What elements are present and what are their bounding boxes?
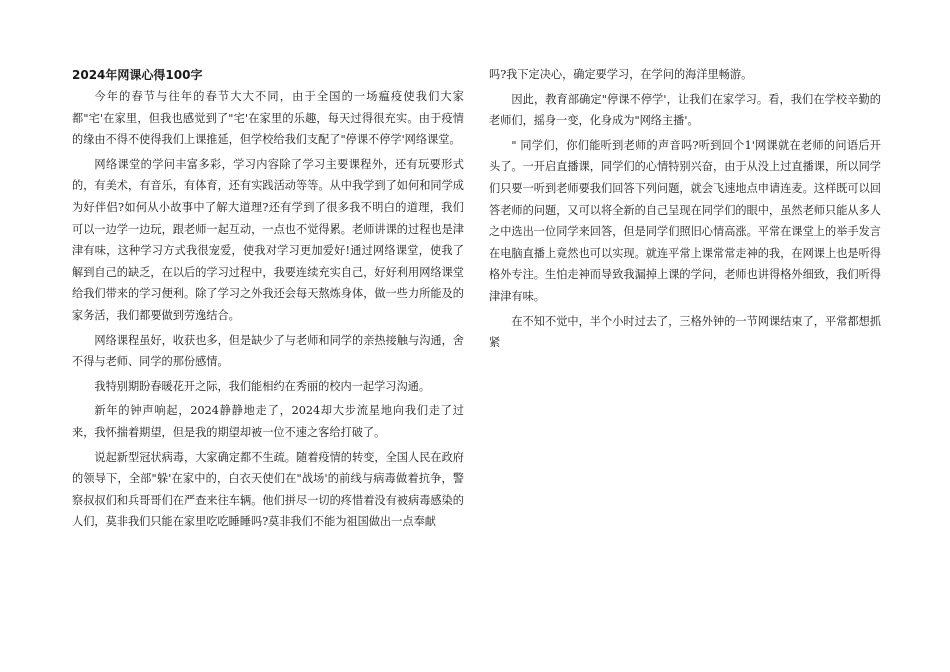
right-column — [489, 64, 881, 357]
paragraph-9: 在不知不觉中，半个小时过去了，三格外钟的一节网课结束了，平常都想抓紧 — [489, 314, 881, 350]
paragraph-3: 网络课程虽好，收获也多，但是缺少了与老师和同学的亲热接触与沟通，舍不得与老师、同学的那份感情。 — [72, 333, 464, 369]
paragraph-6-continuation: 吗?我下定决心，确定要学习，在学问的海洋里畅游。 — [489, 68, 753, 81]
paragraph-6: 说起新型冠状病毒，大家确定都不生疏。随着疫情的转变，全国人民在政府的领导下，全部"躲'在家中的，白衣天使们在"战场'的前线与病毒做着抗争，警察叔叔们和兵哥哥们在严查来往车辆。他们拼尽一切的疼惜着没有被病毒感染的人们，莫非我们只能在家里吃吃睡睡吗?莫非我们不能为祖国做出一点奉献 — [72, 450, 464, 529]
paragraph-2: 网络课堂的学问丰富多彩，学习内容除了学习主要课程外，还有玩要形式的，有美术，有音乐，有体育，还有实践活动等等。从中我学到了如何和同学成为好伴侣?如何从小故事中了解大道理?还有学到了很多我不明白的道理，我们可以一边学一边玩，跟老师一起互动，一点也不觉得累。老师讲课的过程也是津津有味，这种学习方式我很宠爱，使我对学习更加爱好!通过网络课堂，使我了解到自己的缺乏，在以后的学习过程中，我要连续充实自己，好好利用网络课堂给我们带来的学习便利。除了学习之外我还会每天熬炼身体，做一些力所能及的家务活，我们都要做到劳逸结合。 — [72, 157, 464, 322]
paragraph-7: 因此，教育部确定"停课不停学'，让我们在家学习。看，我们在学校辛勤的老师们，摇身一变，化身成为"网络主播'。 — [489, 92, 881, 128]
paragraph-1: 今年的春节与往年的春节大大不同，由于全国的一场瘟疫使我们大家都"宅'在家里，但我也感觉到了"宅'在家里的乐趣，每天过得很充实。由于疫情的缘由不得不使得我们上课推延，但学校给我们支配了"停课不停学'网络课堂。 — [72, 90, 464, 147]
paragraph-8: " 同学们，你们能听到老师的声音吗?听到回个1'网课就在老师的问语后开头了。一开启直播课，同学们的心情特别兴奋，由于从没上过直播课，所以同学们只要一听到老师要我们回答下列问题，就会飞速地点申请连麦。这样既可以回答老师的问题，又可以将全新的自己呈现在同学们的眼中，虽然老师只能从多人之中选出一位同学来回答，但是同学们照旧心情高涨。平常在课堂上的举手发言在电脑直播上竟然也可以实现。就连平常上课常常走神的我，在网课上也是听得格外专注。生怕走神而导致我漏掉上课的学问，老师也讲得格外细致，我们听得津津有味。 — [489, 138, 881, 303]
paragraph-4: 我特别期盼春暖花开之际，我们能相约在秀丽的校内一起学习沟通。 — [94, 379, 431, 393]
left-column — [72, 64, 464, 536]
page-title: 2024年网课心得100字 — [72, 68, 203, 82]
paragraph-5: 新年的钟声响起，2024静静地走了，2024却大步流星地向我们走了过来，我怀揣着期望，但是我的期望却被一位不速之客给打破了。 — [72, 404, 464, 439]
